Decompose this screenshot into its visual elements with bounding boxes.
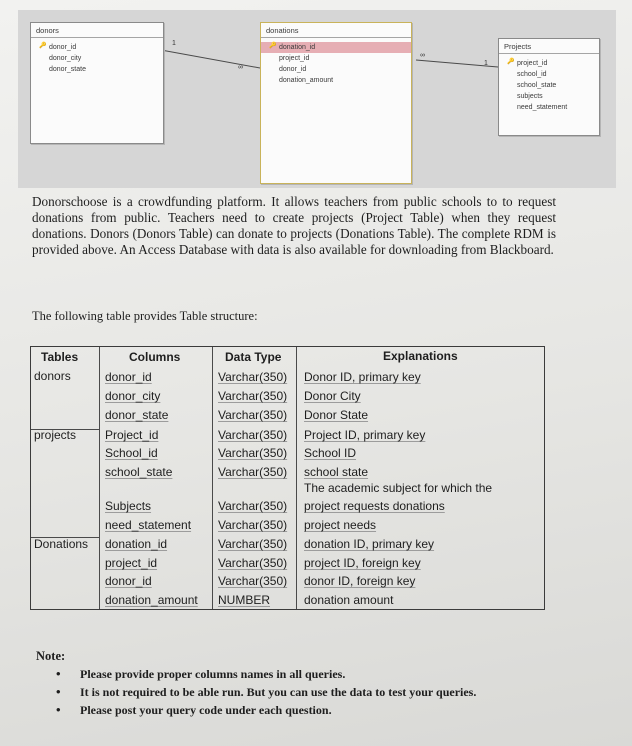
cell-column: school_state	[105, 465, 173, 479]
cell-column: donation_amount	[105, 593, 198, 607]
cell-explanation: project needs	[304, 518, 377, 532]
intro-paragraph: Donorschoose is a crowdfunding platform. It allows teachers from public schools to to request donations from public. Teachers need to create projects (Project Table) when they request donations. Donors (Donors Table) can donate to projects (Donations Table). The complete RDM is provided above. An Access Database with data is also available for downloading from Blackboard.	[32, 194, 556, 257]
entity-projects-field: need_statement	[517, 104, 568, 111]
table-lead-text: The following table provides Table structure:	[32, 309, 258, 323]
cardinality-many: ∞	[420, 52, 425, 59]
cardinality-many: ∞	[238, 64, 243, 71]
entity-donations-title: donations	[261, 23, 411, 38]
cell-explanation: donation amount	[304, 593, 394, 607]
cell-explanation: Donor City	[304, 389, 361, 403]
cell-type: Varchar(350)	[218, 370, 288, 384]
cell-column: project_id	[105, 556, 158, 570]
header-explanations: Explanations	[383, 349, 458, 363]
header-columns: Columns	[129, 350, 181, 364]
group-donors: donors	[34, 369, 71, 383]
entity-donors-field: 🔑 donor_id	[39, 43, 77, 51]
bullet-icon: •	[56, 666, 61, 681]
bullet-icon: •	[56, 684, 61, 699]
cell-column: School_id	[105, 446, 158, 460]
table-divider	[99, 347, 100, 609]
cell-explanation: Project ID, primary key	[304, 428, 426, 442]
cell-column: Subjects	[105, 499, 152, 513]
cell-type: Varchar(350)	[218, 408, 288, 422]
cell-type: Varchar(350)	[218, 574, 288, 588]
cell-column: donor_id	[105, 370, 152, 384]
entity-projects	[498, 38, 600, 136]
header-datatype: Data Type	[225, 350, 282, 364]
cell-explanation: Donor ID, primary key	[304, 370, 421, 384]
cell-explanation: school state	[304, 465, 369, 479]
note-title: Note:	[36, 649, 66, 663]
cell-explanation: Donor State	[304, 408, 369, 422]
cell-column: donor_city	[105, 389, 161, 403]
link-donors-donations	[161, 50, 260, 68]
header-tables: Tables	[41, 350, 79, 364]
entity-donors	[30, 22, 164, 144]
key-icon: 🔑	[269, 43, 277, 49]
note-list	[56, 665, 476, 719]
cell-column: donor_id	[105, 574, 152, 588]
entity-projects-field: subjects	[517, 93, 543, 100]
cell-explanation: project ID, foreign key	[304, 556, 421, 570]
cell-type: Varchar(350)	[218, 499, 288, 513]
entity-projects-field: school_state	[517, 82, 557, 89]
entity-donors-title: donors	[31, 23, 163, 38]
cell-column: need_statement	[105, 518, 192, 532]
table-divider	[296, 347, 297, 609]
cell-type: Varchar(350)	[218, 556, 288, 570]
note-item: • Please post your query code under each question.	[56, 702, 332, 717]
note-item: • It is not required to be able run. But you can use the data to test your queries.	[56, 684, 477, 699]
entity-donations-field: project_id	[279, 55, 310, 62]
entity-donors-field: donor_city	[49, 55, 82, 62]
cell-column: Project_id	[105, 428, 159, 442]
cell-explanation: donation ID, primary key	[304, 537, 435, 551]
key-icon: 🔑	[507, 59, 515, 65]
cell-explanation: School ID	[304, 446, 357, 460]
note-item: • Please provide proper columns names in all queries.	[56, 666, 346, 681]
cell-type: Varchar(350)	[218, 518, 288, 532]
table-structure	[30, 346, 545, 610]
cell-explanation: donor ID, foreign key	[304, 574, 416, 588]
key-icon: 🔑	[39, 43, 47, 49]
entity-donations-field: donor_id	[279, 66, 307, 73]
entity-donations	[260, 22, 412, 184]
cell-type: Varchar(350)	[218, 389, 288, 403]
entity-projects-title: Projects	[499, 39, 599, 54]
group-projects: projects	[34, 428, 77, 442]
relationship-diagram	[18, 10, 616, 188]
entity-donations-field: 🔑 donation_id	[261, 42, 411, 53]
cell-type: Varchar(350)	[218, 537, 288, 551]
cell-type: Varchar(350)	[218, 446, 288, 460]
cell-column: donor_state	[105, 408, 169, 422]
cardinality-one: 1	[484, 60, 488, 67]
cell-type: Varchar(350)	[218, 465, 288, 479]
entity-projects-field: 🔑 project_id	[507, 59, 548, 67]
cardinality-one: 1	[172, 40, 176, 47]
cell-explanation: The academic subject for which the	[304, 481, 493, 495]
entity-donors-field: donor_state	[49, 66, 86, 73]
table-divider	[212, 347, 213, 609]
cell-type: Varchar(350)	[218, 428, 288, 442]
entity-projects-field: school_id	[517, 71, 547, 78]
entity-donations-field: donation_amount	[279, 77, 334, 84]
cell-column: donation_id	[105, 537, 168, 551]
group-donations: Donations	[34, 537, 89, 551]
bullet-icon: •	[56, 702, 61, 717]
cell-type: NUMBER	[218, 593, 271, 607]
cell-explanation: project requests donations	[304, 499, 445, 513]
